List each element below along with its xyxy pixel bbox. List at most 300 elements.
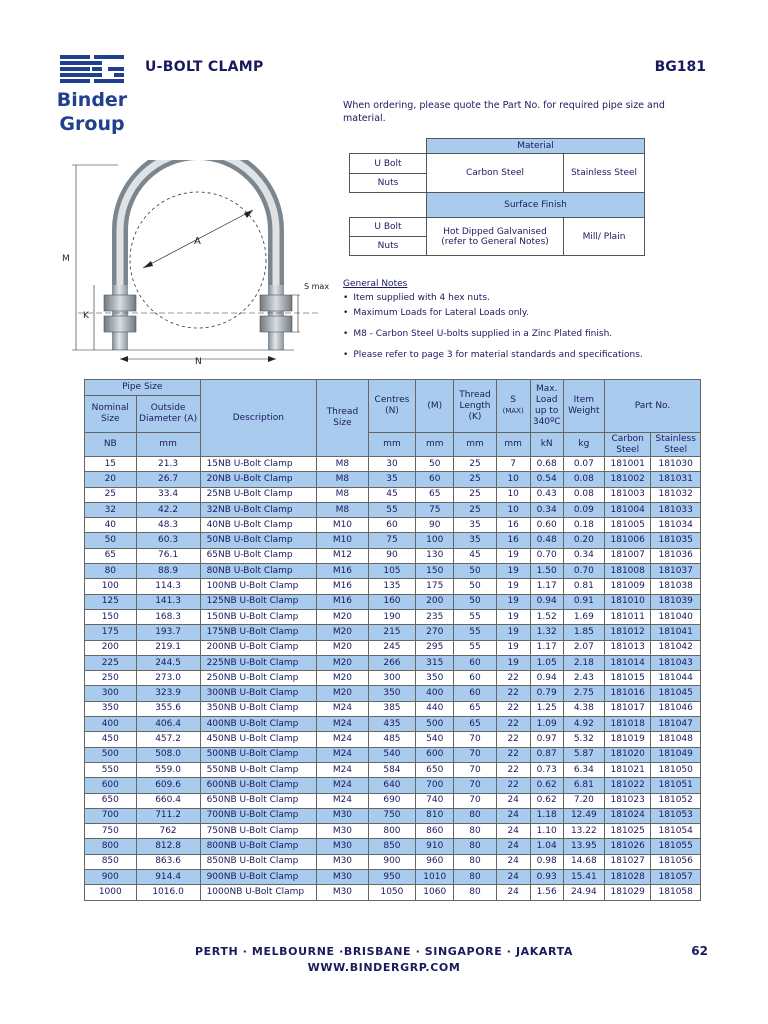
table-cell: 50	[85, 533, 137, 548]
table-cell: 19	[496, 609, 530, 624]
ordering-instructions: When ordering, please quote the Part No. for required pipe size and material.	[343, 100, 665, 124]
table-cell: M24	[317, 717, 369, 732]
table-cell: 65	[85, 548, 137, 563]
table-cell: 4.92	[563, 717, 604, 732]
max-load-header: Max. Load up to 340ºC	[530, 380, 563, 433]
table-row	[85, 824, 701, 839]
table-cell: 24	[496, 824, 530, 839]
table-cell: 65	[454, 717, 496, 732]
table-cell: 0.70	[530, 548, 563, 563]
table-cell: 70	[454, 778, 496, 793]
table-cell: 19	[496, 564, 530, 579]
table-cell: 181031	[651, 472, 701, 487]
svg-text:Binder: Binder	[56, 89, 128, 111]
table-cell: 0.73	[530, 762, 563, 777]
table-cell: 0.68	[530, 457, 563, 472]
table-cell: 400	[416, 686, 454, 701]
table-row	[85, 839, 701, 854]
table-cell: 273.0	[136, 671, 200, 686]
table-cell: 1.10	[530, 824, 563, 839]
table-cell: 0.62	[530, 793, 563, 808]
table-cell: 0.20	[563, 533, 604, 548]
table-cell: 0.93	[530, 870, 563, 885]
table-cell: 850NB U-Bolt Clamp	[200, 854, 317, 869]
table-cell: 60	[416, 472, 454, 487]
table-cell: 76.1	[136, 548, 200, 563]
note-item: • Item supplied with 4 hex nuts.	[343, 292, 643, 304]
table-cell: M8	[317, 487, 369, 502]
table-cell: M30	[317, 870, 369, 885]
table-cell: 175NB U-Bolt Clamp	[200, 625, 317, 640]
table-cell: 80	[454, 839, 496, 854]
table-cell: 22	[496, 747, 530, 762]
hot-dipped-cell	[427, 218, 564, 256]
table-cell: 30	[368, 457, 415, 472]
table-cell: 48.3	[136, 518, 200, 533]
table-cell: 1.17	[530, 579, 563, 594]
table-cell: 80	[454, 854, 496, 869]
nominal-size-header: Nominal Size	[85, 396, 137, 433]
table-cell: 19	[496, 579, 530, 594]
page-number: 62	[691, 944, 708, 958]
table-cell: 181011	[604, 609, 650, 624]
table-row	[85, 686, 701, 701]
table-cell: 6.34	[563, 762, 604, 777]
dim-a-label: A	[194, 236, 201, 247]
table-cell: M30	[317, 854, 369, 869]
table-cell: 181010	[604, 594, 650, 609]
u-bolt-diagram	[58, 160, 338, 375]
table-cell: 181007	[604, 548, 650, 563]
table-cell: 80NB U-Bolt Clamp	[200, 564, 317, 579]
table-cell: M8	[317, 472, 369, 487]
table-cell: 485	[368, 732, 415, 747]
table-cell: 0.08	[563, 487, 604, 502]
table-cell: 1.52	[530, 609, 563, 624]
table-cell: 7	[496, 457, 530, 472]
table-cell: 181004	[604, 502, 650, 517]
dim-smax-label: S max	[304, 282, 330, 291]
table-cell: 100	[416, 533, 454, 548]
table-cell: M8	[317, 457, 369, 472]
table-cell: 540	[416, 732, 454, 747]
u-bolt-label: U Bolt	[350, 154, 427, 174]
table-cell: 900	[85, 870, 137, 885]
table-cell: 190	[368, 609, 415, 624]
table-cell: 35	[454, 518, 496, 533]
table-cell: 90	[368, 548, 415, 563]
table-cell: 1060	[416, 885, 454, 900]
thread-size-header: Thread Size	[317, 380, 369, 457]
table-cell: 6.81	[563, 778, 604, 793]
table-cell: 70	[454, 732, 496, 747]
table-row	[85, 518, 701, 533]
table-row	[85, 671, 701, 686]
table-row	[85, 579, 701, 594]
table-row	[85, 457, 701, 472]
table-cell: 181013	[604, 640, 650, 655]
table-cell: 600	[85, 778, 137, 793]
table-cell: 0.62	[530, 778, 563, 793]
table-cell: 600	[416, 747, 454, 762]
table-cell: 193.7	[136, 625, 200, 640]
table-row	[85, 502, 701, 517]
table-cell: 650	[85, 793, 137, 808]
table-cell: 181002	[604, 472, 650, 487]
table-cell: 24.94	[563, 885, 604, 900]
table-cell: 0.98	[530, 854, 563, 869]
table-cell: 181034	[651, 518, 701, 533]
table-cell: 25	[454, 457, 496, 472]
table-cell: 16	[496, 518, 530, 533]
table-cell: 26.7	[136, 472, 200, 487]
table-cell: 181037	[651, 564, 701, 579]
table-cell: 315	[416, 655, 454, 670]
table-cell: 32	[85, 502, 137, 517]
table-cell: 42.2	[136, 502, 200, 517]
table-cell: 90	[416, 518, 454, 533]
table-cell: 125	[85, 594, 137, 609]
table-cell: 15.41	[563, 870, 604, 885]
table-cell: 500NB U-Bolt Clamp	[200, 747, 317, 762]
footer-cities: PERTH · MELBOURNE ·BRISBANE · SINGAPORE · JAKARTA	[195, 945, 573, 958]
table-row	[85, 854, 701, 869]
table-cell: 0.91	[563, 594, 604, 609]
table-cell: 1.04	[530, 839, 563, 854]
table-cell: 24	[496, 885, 530, 900]
table-cell: 150NB U-Bolt Clamp	[200, 609, 317, 624]
table-row	[85, 548, 701, 563]
surface-finish-header: Surface Finish	[427, 193, 645, 218]
table-cell: 2.43	[563, 671, 604, 686]
table-cell: 35	[368, 472, 415, 487]
centres-header: Centres (N)	[368, 380, 415, 433]
table-row	[85, 655, 701, 670]
table-cell: 19	[496, 548, 530, 563]
table-cell: 25	[85, 487, 137, 502]
table-cell: 65	[416, 487, 454, 502]
u-bolt-label: U Bolt	[350, 218, 427, 237]
table-cell: 181040	[651, 609, 701, 624]
table-cell: 910	[416, 839, 454, 854]
table-cell: 55	[454, 625, 496, 640]
table-cell: 10	[496, 472, 530, 487]
table-cell: 0.87	[530, 747, 563, 762]
outside-diameter-header: Outside Diameter (A)	[136, 396, 200, 433]
table-row	[85, 701, 701, 716]
table-cell: 16	[496, 533, 530, 548]
table-cell: 114.3	[136, 579, 200, 594]
table-cell: 50	[454, 564, 496, 579]
table-cell: 2.18	[563, 655, 604, 670]
table-cell: 35	[454, 533, 496, 548]
general-notes	[343, 279, 643, 364]
table-cell: 700NB U-Bolt Clamp	[200, 808, 317, 823]
table-cell: 181006	[604, 533, 650, 548]
table-cell: 181036	[651, 548, 701, 563]
table-cell: 750	[368, 808, 415, 823]
table-cell: 181044	[651, 671, 701, 686]
table-cell: 700	[416, 778, 454, 793]
unit-mm: mm	[454, 433, 496, 457]
table-cell: M10	[317, 533, 369, 548]
table-cell: 1010	[416, 870, 454, 885]
table-cell: M20	[317, 655, 369, 670]
table-cell: 181033	[651, 502, 701, 517]
table-cell: 270	[416, 625, 454, 640]
table-cell: 500	[85, 747, 137, 762]
table-cell: 181005	[604, 518, 650, 533]
table-cell: 10	[496, 487, 530, 502]
table-cell: 4.38	[563, 701, 604, 716]
table-row	[85, 533, 701, 548]
table-cell: 25	[454, 502, 496, 517]
table-cell: 600NB U-Bolt Clamp	[200, 778, 317, 793]
table-cell: 181045	[651, 686, 701, 701]
table-cell: 181009	[604, 579, 650, 594]
table-cell: 385	[368, 701, 415, 716]
table-cell: 181003	[604, 487, 650, 502]
table-cell: M24	[317, 701, 369, 716]
table-cell: 65NB U-Bolt Clamp	[200, 548, 317, 563]
table-cell: M16	[317, 564, 369, 579]
table-cell: 181058	[651, 885, 701, 900]
table-cell: 810	[416, 808, 454, 823]
table-cell: 60	[454, 686, 496, 701]
table-cell: M12	[317, 548, 369, 563]
mill-plain-cell: Mill/ Plain	[564, 218, 645, 256]
table-cell: 609.6	[136, 778, 200, 793]
table-cell: 175	[85, 625, 137, 640]
table-cell: 323.9	[136, 686, 200, 701]
table-cell: 20	[85, 472, 137, 487]
table-cell: 22	[496, 762, 530, 777]
table-row	[85, 732, 701, 747]
table-cell: 141.3	[136, 594, 200, 609]
notes-heading: General Notes	[343, 279, 408, 289]
table-cell: 508.0	[136, 747, 200, 762]
table-cell: 1000	[85, 885, 137, 900]
carbon-steel-header: Carbon Steel	[604, 433, 650, 457]
table-cell: 225	[85, 655, 137, 670]
table-cell: 900	[368, 854, 415, 869]
table-cell: 181056	[651, 854, 701, 869]
hot-dipped-note: (refer to General Notes)	[441, 236, 549, 247]
table-cell: 800	[85, 839, 137, 854]
table-cell: 75	[416, 502, 454, 517]
table-cell: M30	[317, 824, 369, 839]
table-cell: 14.68	[563, 854, 604, 869]
table-cell: 19	[496, 625, 530, 640]
u-bolt-specification-table	[84, 379, 701, 901]
table-cell: 5.87	[563, 747, 604, 762]
table-cell: 800	[368, 824, 415, 839]
table-cell: 135	[368, 579, 415, 594]
table-cell: 150	[85, 609, 137, 624]
table-cell: 550NB U-Bolt Clamp	[200, 762, 317, 777]
table-cell: 13.22	[563, 824, 604, 839]
table-cell: 1.50	[530, 564, 563, 579]
note-item: • M8 - Carbon Steel U-bolts supplied in a Zinc Plated finish.	[343, 328, 643, 340]
hot-dipped-label: Hot Dipped Galvanised	[443, 226, 547, 237]
table-cell: 181055	[651, 839, 701, 854]
table-cell: 181020	[604, 747, 650, 762]
table-cell: 5.32	[563, 732, 604, 747]
table-cell: 80	[454, 808, 496, 823]
table-cell: 150	[416, 564, 454, 579]
table-cell: 181039	[651, 594, 701, 609]
table-cell: 15	[85, 457, 137, 472]
table-row	[85, 487, 701, 502]
table-cell: 300	[368, 671, 415, 686]
table-cell: 50	[454, 594, 496, 609]
table-cell: 266	[368, 655, 415, 670]
table-cell: 219.1	[136, 640, 200, 655]
table-cell: 181054	[651, 824, 701, 839]
table-cell: 1.05	[530, 655, 563, 670]
footer	[0, 944, 768, 976]
table-cell: 21.3	[136, 457, 200, 472]
footer-website[interactable]: WWW.BINDERGRP.COM	[307, 961, 461, 974]
nuts-label: Nuts	[350, 237, 427, 256]
table-cell: 660.4	[136, 793, 200, 808]
table-cell: 13.95	[563, 839, 604, 854]
table-cell: 0.60	[530, 518, 563, 533]
table-cell: M16	[317, 579, 369, 594]
table-cell: 32NB U-Bolt Clamp	[200, 502, 317, 517]
table-cell: 25	[454, 472, 496, 487]
table-cell: 20NB U-Bolt Clamp	[200, 472, 317, 487]
thread-length-header: Thread Length (K)	[454, 380, 496, 433]
table-row	[85, 594, 701, 609]
pipe-size-header: Pipe Size	[85, 380, 201, 396]
table-cell: 0.18	[563, 518, 604, 533]
table-cell: 181027	[604, 854, 650, 869]
table-cell: 181047	[651, 717, 701, 732]
table-cell: 863.6	[136, 854, 200, 869]
table-cell: 1.56	[530, 885, 563, 900]
table-row	[85, 640, 701, 655]
svg-text:Group: Group	[59, 113, 125, 135]
table-cell: 400	[85, 717, 137, 732]
unit-kn: kN	[530, 433, 563, 457]
table-cell: 70	[454, 762, 496, 777]
table-cell: 50	[416, 457, 454, 472]
table-cell: 181041	[651, 625, 701, 640]
table-cell: 550	[85, 762, 137, 777]
table-cell: 80	[454, 824, 496, 839]
table-cell: 100NB U-Bolt Clamp	[200, 579, 317, 594]
table-cell: 181051	[651, 778, 701, 793]
s-max-label: (MAX)	[502, 407, 524, 415]
table-cell: 0.81	[563, 579, 604, 594]
table-cell: 130	[416, 548, 454, 563]
table-cell: 2.75	[563, 686, 604, 701]
table-cell: 181035	[651, 533, 701, 548]
table-cell: 24	[496, 854, 530, 869]
table-cell: 0.34	[563, 548, 604, 563]
table-cell: 435	[368, 717, 415, 732]
table-cell: 235	[416, 609, 454, 624]
table-cell: 0.34	[530, 502, 563, 517]
table-cell: 850	[85, 854, 137, 869]
table-cell: M20	[317, 609, 369, 624]
unit-mm: mm	[416, 433, 454, 457]
table-cell: 812.8	[136, 839, 200, 854]
table-cell: 200	[85, 640, 137, 655]
table-cell: 24	[496, 870, 530, 885]
table-cell: 181049	[651, 747, 701, 762]
table-cell: 55	[368, 502, 415, 517]
table-cell: M20	[317, 625, 369, 640]
table-cell: 19	[496, 640, 530, 655]
table-cell: 1.17	[530, 640, 563, 655]
table-cell: 10	[496, 502, 530, 517]
table-cell: 0.94	[530, 594, 563, 609]
table-cell: 1.25	[530, 701, 563, 716]
table-cell: 19	[496, 594, 530, 609]
table-cell: 181025	[604, 824, 650, 839]
stainless-steel-header: Stainless Steel	[651, 433, 701, 457]
table-cell: 450NB U-Bolt Clamp	[200, 732, 317, 747]
table-row	[85, 747, 701, 762]
table-cell: 45	[368, 487, 415, 502]
table-cell: 200NB U-Bolt Clamp	[200, 640, 317, 655]
table-cell: M24	[317, 747, 369, 762]
table-cell: 22	[496, 671, 530, 686]
table-cell: M30	[317, 839, 369, 854]
table-cell: 181032	[651, 487, 701, 502]
s-header	[496, 380, 530, 433]
table-cell: 181030	[651, 457, 701, 472]
table-cell: 181024	[604, 808, 650, 823]
table-cell: 168.3	[136, 609, 200, 624]
table-cell: M30	[317, 885, 369, 900]
table-cell: 700	[85, 808, 137, 823]
table-cell: 125NB U-Bolt Clamp	[200, 594, 317, 609]
table-cell: M10	[317, 518, 369, 533]
s-header-label: S	[510, 395, 517, 405]
table-row	[85, 472, 701, 487]
table-cell: 181014	[604, 655, 650, 670]
table-cell: 350	[416, 671, 454, 686]
table-cell: 100	[85, 579, 137, 594]
page-title: U-BOLT CLAMP	[145, 59, 264, 75]
table-cell: 181053	[651, 808, 701, 823]
table-cell: 457.2	[136, 732, 200, 747]
table-cell: M20	[317, 671, 369, 686]
table-cell: 440	[416, 701, 454, 716]
table-cell: 0.79	[530, 686, 563, 701]
table-cell: 960	[416, 854, 454, 869]
table-cell: 800NB U-Bolt Clamp	[200, 839, 317, 854]
dim-m-label: M	[62, 254, 70, 264]
table-cell: 181012	[604, 625, 650, 640]
table-cell: 650NB U-Bolt Clamp	[200, 793, 317, 808]
table-cell: 740	[416, 793, 454, 808]
table-row	[85, 870, 701, 885]
table-cell: 181038	[651, 579, 701, 594]
table-cell: 88.9	[136, 564, 200, 579]
table-cell: 1.85	[563, 625, 604, 640]
dim-k-label: K	[83, 311, 89, 321]
table-cell: 450	[85, 732, 137, 747]
table-cell: 181046	[651, 701, 701, 716]
table-cell: 181001	[604, 457, 650, 472]
table-cell: 584	[368, 762, 415, 777]
table-cell: 181023	[604, 793, 650, 808]
unit-kg: kg	[563, 433, 604, 457]
